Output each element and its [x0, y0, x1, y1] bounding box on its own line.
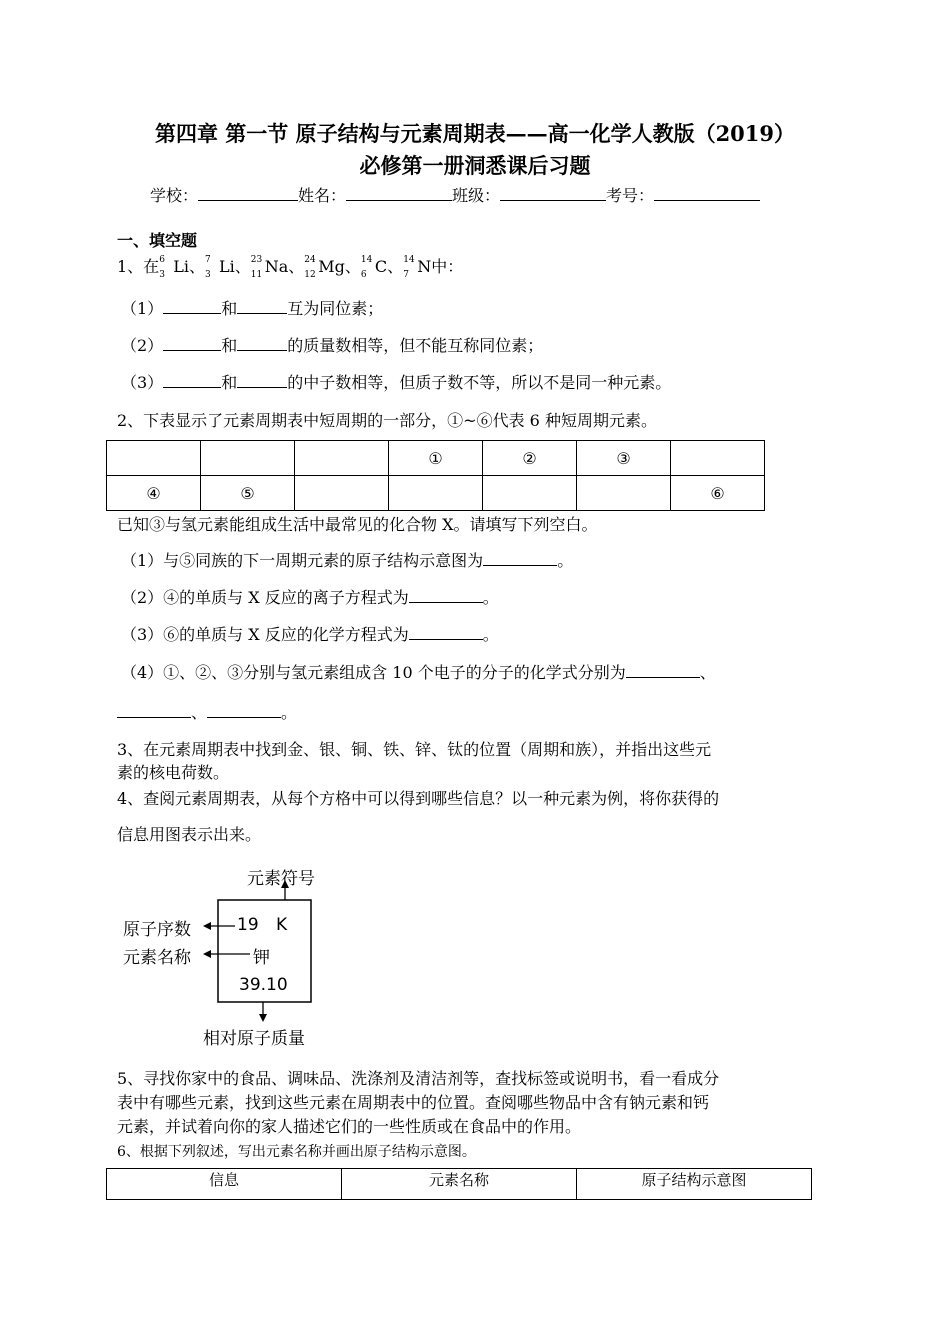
question-3-line1: 3、在元素周期表中找到金、银、铜、铁、锌、钛的位置（周期和族），并指出这些元	[117, 740, 712, 759]
section-heading: 一、填空题	[117, 231, 198, 250]
q6-table	[106, 1168, 812, 1200]
question-4-line2: 信息用图表示出来。	[117, 825, 262, 844]
q2-sub4: （4）①、②、③分别与氢元素组成含 10 个电子的分子的化学式分别为 、	[121, 663, 716, 682]
answer-blank[interactable]	[117, 701, 191, 718]
page-title: 第四章 第一节 原子结构与元素周期表——高一化学人教版（2019）	[154, 121, 796, 146]
table-cell	[201, 441, 295, 476]
q1-sub1: （1） 和 互为同位素；	[121, 299, 384, 318]
isotope-li: 6 3 Li、	[159, 254, 205, 280]
number-label: 考号：	[606, 186, 655, 205]
answer-blank[interactable]	[207, 701, 281, 718]
table-cell: ⑤	[201, 476, 295, 511]
answer-blank[interactable]	[237, 297, 287, 314]
answer-blank[interactable]	[237, 334, 287, 351]
school-field[interactable]	[198, 184, 298, 201]
mass-label: 相对原子质量	[203, 1029, 305, 1049]
q1-sub2: （2） 和 的质量数相等，但不能互称同位素；	[121, 336, 544, 355]
table-cell	[577, 476, 671, 511]
atomic-number-label: 原子序数	[123, 920, 191, 940]
q2-sub4-cont: 、 。	[117, 700, 297, 723]
table-cell: ①	[389, 441, 483, 476]
answer-blank[interactable]	[163, 334, 221, 351]
q2-sub3: （3）⑥的单质与 X 反应的化学方程式为 。	[121, 625, 499, 644]
isotope-li: 7 3 Li、	[204, 254, 251, 280]
question-6: 6、根据下列叙述，写出元素名称并画出原子结构示意图。	[117, 1144, 476, 1160]
isotope-mg: 24 12 Mg、	[304, 254, 361, 280]
question-5-line2: 表中有哪些元素，找到这些元素在周期表中的位置。查阅哪些物品中含有钠元素和钙	[117, 1093, 710, 1112]
number-field[interactable]	[654, 184, 760, 201]
table-cell: ②	[483, 441, 577, 476]
name-label: 姓名：	[298, 186, 347, 205]
q1-prefix: 1、在	[117, 257, 160, 276]
answer-blank[interactable]	[409, 586, 483, 603]
question-2: 2、下表显示了元素周期表中短周期的一部分，①~⑥代表 6 种短周期元素。	[117, 411, 657, 430]
table-cell	[671, 441, 765, 476]
isotope-c: 14 6 C、	[360, 254, 404, 280]
isotope-n: 14 7 N	[403, 254, 432, 280]
question-3-line2: 素的核电荷数。	[117, 763, 230, 782]
symbol-label: 元素符号	[247, 869, 315, 889]
element-name: 钾	[253, 948, 270, 968]
school-label: 学校：	[150, 186, 199, 205]
question-5-line3: 元素，并试着向你的家人描述它们的一些性质或在食品中的作用。	[117, 1117, 582, 1136]
question-1	[117, 254, 463, 278]
answer-blank[interactable]	[626, 661, 700, 678]
table-header: 信息	[107, 1169, 342, 1200]
table-cell	[389, 476, 483, 511]
element-cell-diagram	[115, 858, 345, 1048]
answer-blank[interactable]	[163, 371, 221, 388]
page-subtitle: 必修第一册洞悉课后习题	[359, 153, 591, 178]
answer-blank[interactable]	[409, 623, 483, 640]
answer-blank[interactable]	[163, 297, 221, 314]
table-header: 原子结构示意图	[577, 1169, 812, 1200]
table-cell	[483, 476, 577, 511]
answer-blank[interactable]	[483, 549, 557, 566]
element-name-label: 元素名称	[123, 948, 191, 968]
table-cell: ⑥	[671, 476, 765, 511]
q1-suffix: 中：	[431, 257, 464, 276]
table-cell: ③	[577, 441, 671, 476]
table-cell	[295, 441, 389, 476]
table-cell	[107, 441, 201, 476]
atomic-number: 19	[237, 915, 259, 935]
q2-sub1: （1）与⑤同族的下一周期元素的原子结构示意图为 。	[121, 551, 574, 570]
answer-blank[interactable]	[237, 371, 287, 388]
info-line	[150, 183, 760, 206]
table-cell: ④	[107, 476, 201, 511]
table-cell	[295, 476, 389, 511]
element-symbol: K	[276, 915, 288, 935]
question-5-line1: 5、寻找你家中的食品、调味品、洗涤剂及清洁剂等，查找标签或说明书，看一看成分	[117, 1069, 720, 1088]
class-field[interactable]	[500, 184, 606, 201]
question-4-line1: 4、查阅元素周期表，从每个方格中可以得到哪些信息？以一种元素为例，将你获得的	[117, 789, 720, 808]
periodic-table-fragment	[106, 440, 765, 511]
class-label: 班级：	[452, 186, 501, 205]
isotope-na: 23 11 Na、	[250, 254, 305, 280]
isotope-list	[159, 254, 432, 280]
q2-known: 已知③与氢元素能组成生活中最常见的化合物 X。请填写下列空白。	[117, 515, 598, 534]
table-header: 元素名称	[342, 1169, 577, 1200]
q2-sub2: （2）④的单质与 X 反应的离子方程式为 。	[121, 588, 499, 607]
name-field[interactable]	[346, 184, 452, 201]
atomic-mass: 39.10	[239, 975, 288, 995]
q1-sub3: （3） 和 的中子数相等，但质子数不等，所以不是同一种元素。	[121, 373, 672, 392]
